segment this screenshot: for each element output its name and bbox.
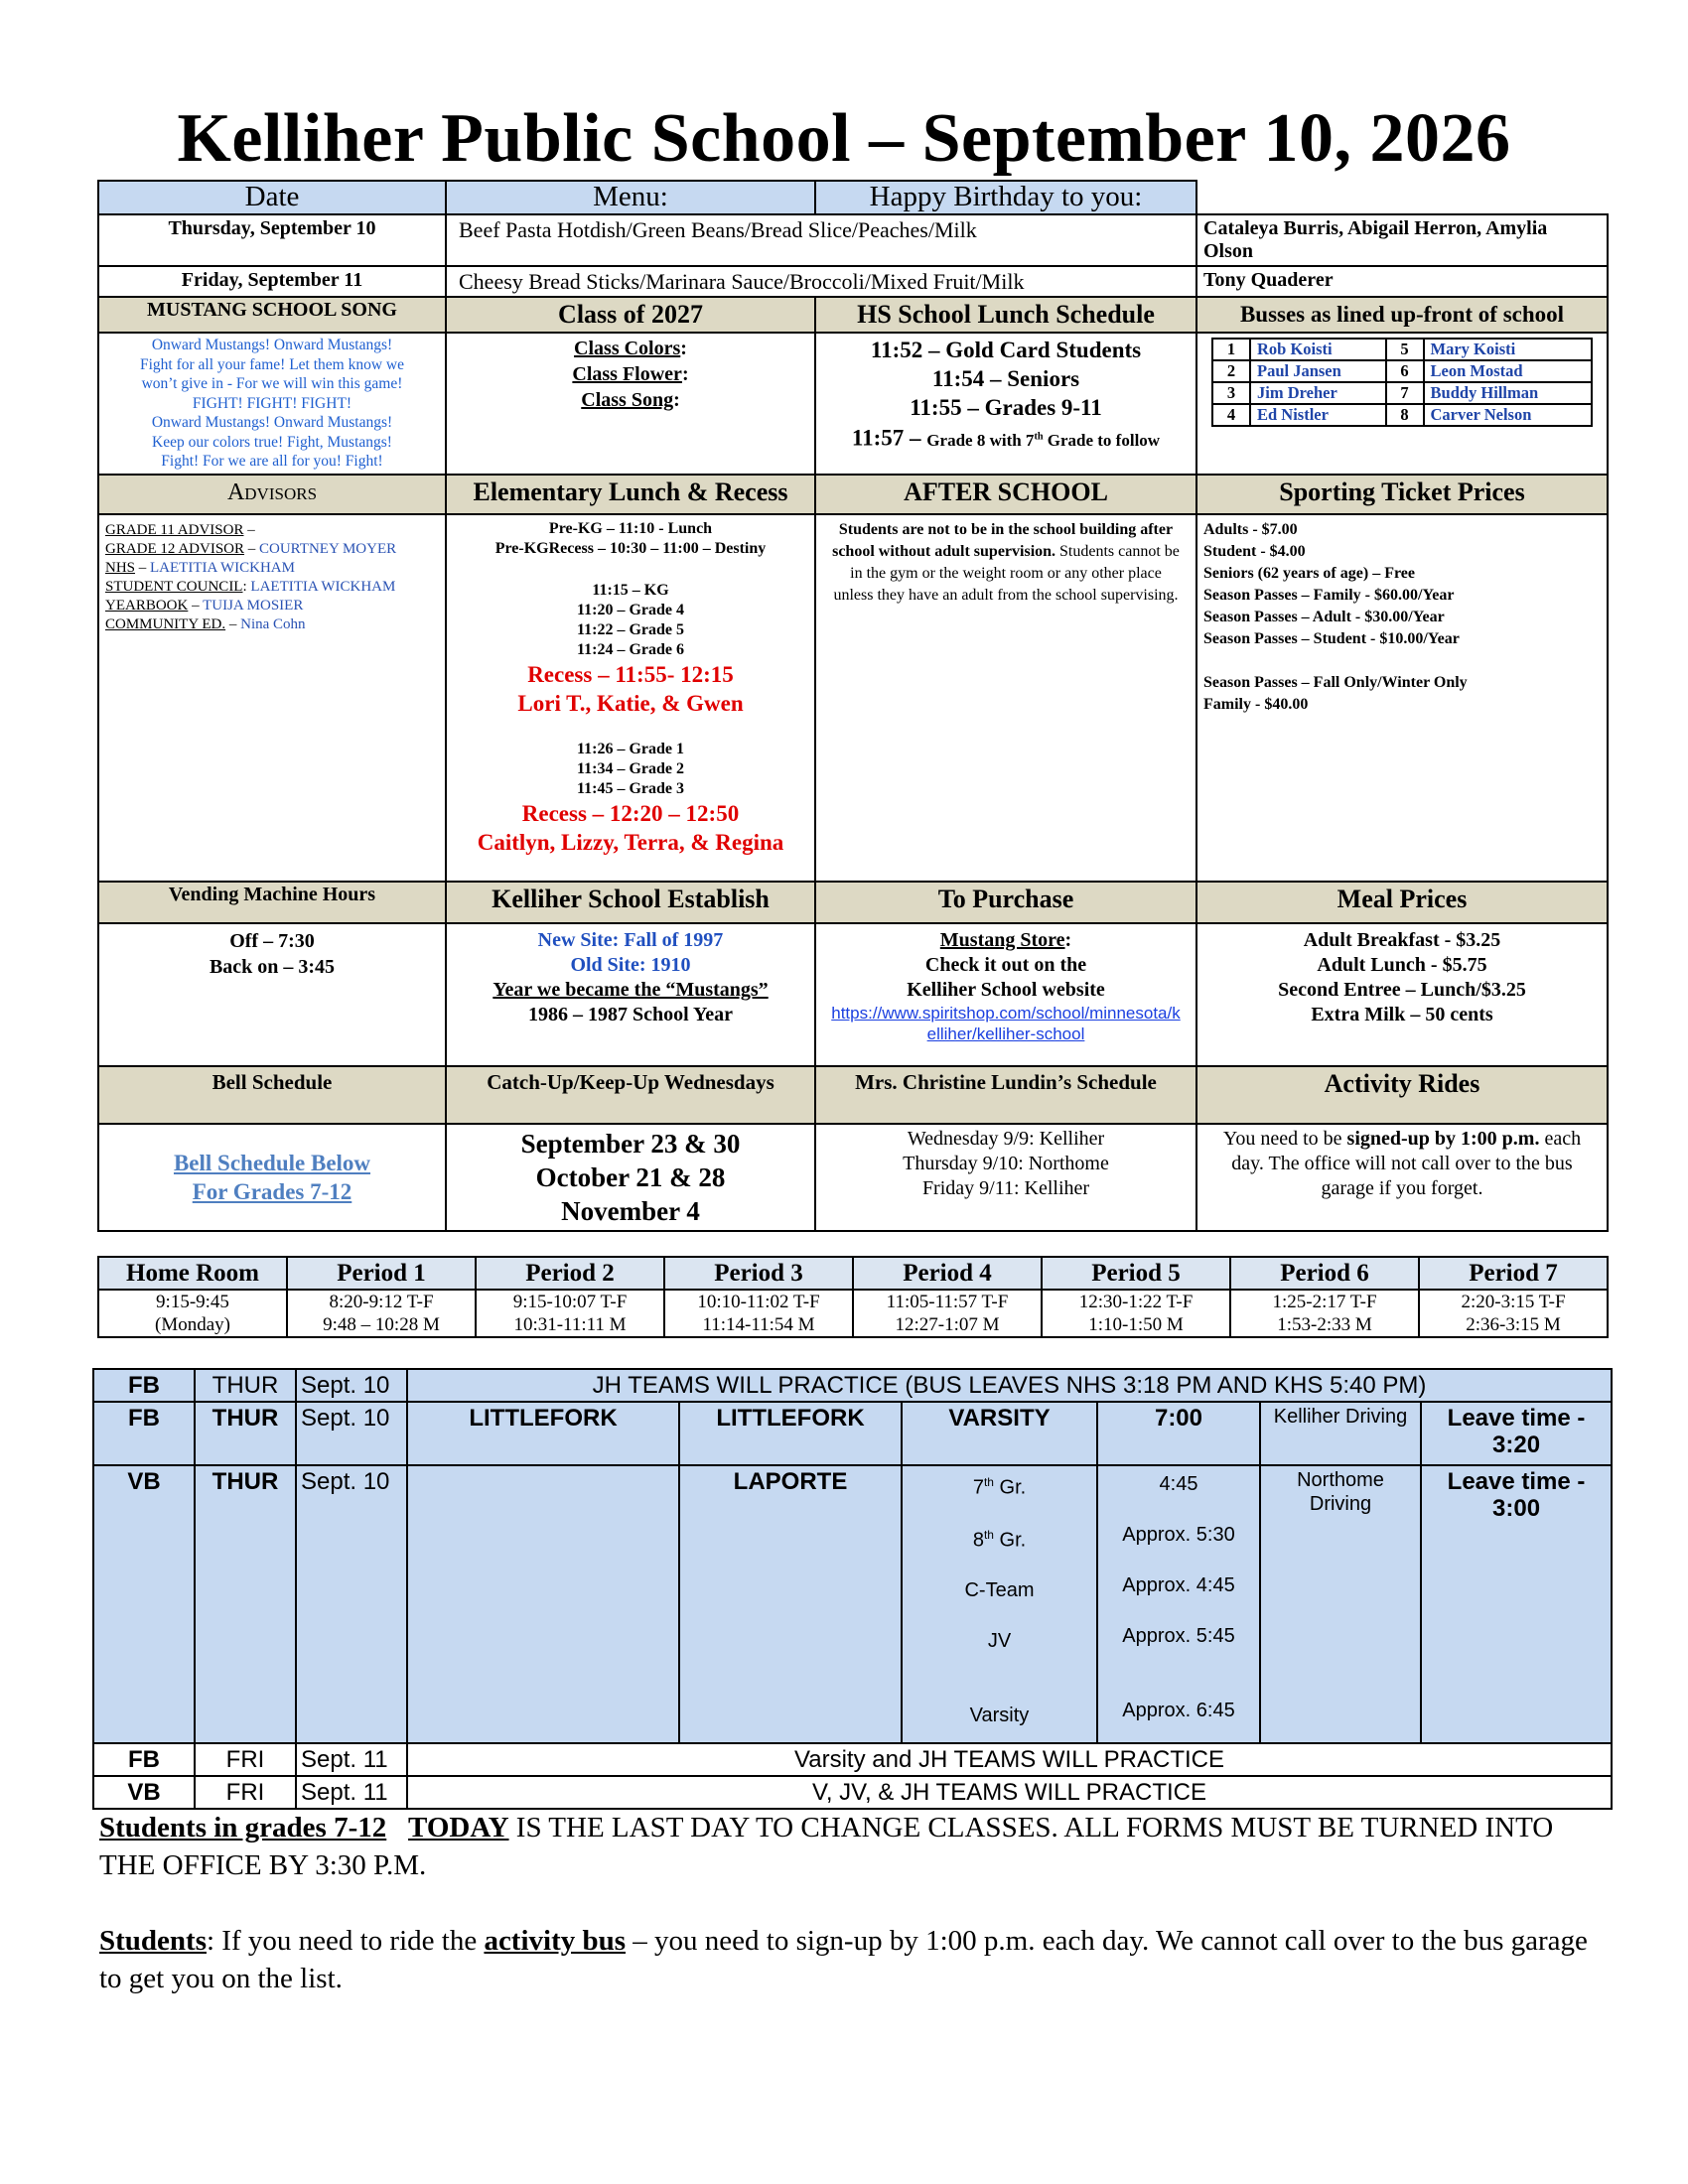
bus-driver: Jim Dreher bbox=[1250, 382, 1386, 404]
period-time: 2:20-3:15 T-F bbox=[1419, 1290, 1608, 1313]
bus-driver: Carver Nelson bbox=[1424, 404, 1592, 426]
elem-line: 11:45 – Grade 3 bbox=[577, 779, 684, 797]
advisor-item bbox=[105, 597, 439, 615]
bell-link[interactable]: Bell Schedule Below bbox=[173, 1150, 371, 1175]
period-times-row bbox=[98, 1290, 1608, 1313]
class-2027-info: Class Colors: Class Flower: Class Song: bbox=[446, 333, 815, 475]
announcement-text: IS THE LAST DAY TO CHANGE CLASSES. ALL FORMS MUST BE TURNED INTO THE OFFICE BY 3:30 P.M. bbox=[99, 1812, 1554, 1881]
bell-link-grades[interactable]: For Grades 7-12 bbox=[192, 1178, 352, 1204]
menu-item-2: Cheesy Bread Sticks/Marinara Sauce/Broccoli/Mixed Fruit/Milk bbox=[446, 266, 1196, 297]
activity-row bbox=[93, 1743, 1612, 1776]
activity-row bbox=[93, 1402, 1612, 1465]
elem-line: 11:26 – Grade 1 bbox=[577, 740, 684, 757]
catchup-date: November 4 bbox=[561, 1195, 700, 1226]
activity-row bbox=[93, 1776, 1612, 1809]
hs-lunch-line: 11:55 – Grades 9-11 bbox=[910, 395, 1102, 420]
period-time-monday: 11:14-11:54 M bbox=[664, 1313, 853, 1337]
song-line: won’t give in - For we will win this game! bbox=[141, 375, 403, 392]
lundin-schedule bbox=[815, 1124, 1196, 1231]
new-site: New Site: Fall of 1997 bbox=[537, 928, 724, 951]
purchase-header: To Purchase bbox=[815, 882, 1196, 923]
bus-number: 6 bbox=[1386, 360, 1424, 382]
advisor-name: LAETITIA WICKHAM bbox=[150, 559, 295, 576]
vending-off: Off – 7:30 bbox=[229, 929, 315, 952]
advisor-label: YEARBOOK bbox=[105, 597, 189, 614]
page-title: Kelliher Public School – September 10, 2026 bbox=[177, 100, 1511, 177]
song-line: Fight for all your fame! Let them know we bbox=[139, 355, 404, 373]
advisor-sep: – bbox=[188, 597, 204, 614]
level-item bbox=[907, 1523, 1092, 1579]
class-flower-label: Class Flower bbox=[572, 363, 682, 385]
vending-hours bbox=[98, 923, 446, 1066]
level-sup: th bbox=[983, 1527, 994, 1542]
activity-location: LITTLEFORK bbox=[679, 1402, 902, 1465]
lundin-line: Thursday 9/10: Northome bbox=[903, 1152, 1109, 1174]
ticket-line: Seniors (62 years of age) – Free bbox=[1203, 564, 1415, 582]
activity-sport: FB bbox=[93, 1743, 195, 1776]
elem-line: Pre-KGRecess – 10:30 – 11:00 – Destiny bbox=[494, 539, 767, 557]
hs-lunch-grade bbox=[926, 431, 1160, 450]
catchup-date: October 21 & 28 bbox=[535, 1161, 726, 1192]
elem-line: Pre-KG – 11:10 - Lunch bbox=[548, 519, 713, 537]
activity-day: THUR bbox=[195, 1465, 296, 1743]
establish-header: Kelliher School Establish bbox=[446, 882, 815, 923]
lundin-line: Friday 9/11: Kelliher bbox=[921, 1176, 1090, 1199]
bus-driver: Leon Mostad bbox=[1424, 360, 1592, 382]
mustang-store-label: Mustang Store bbox=[939, 928, 1065, 951]
period-header-row bbox=[98, 1257, 1608, 1290]
period-time: 10:10-11:02 T-F bbox=[664, 1290, 853, 1313]
period-monday-row bbox=[98, 1313, 1608, 1337]
activity-sport: VB bbox=[93, 1465, 195, 1743]
level-item: Varsity bbox=[969, 1705, 1030, 1727]
level-time: Approx. 5:45 bbox=[1122, 1625, 1235, 1647]
level-item: JV bbox=[987, 1630, 1012, 1653]
birthday-2: Tony Quaderer bbox=[1196, 266, 1608, 297]
activity-date: Sept. 11 bbox=[296, 1743, 407, 1776]
activity-day: FRI bbox=[195, 1743, 296, 1776]
ticket-line: Family - $40.00 bbox=[1203, 695, 1309, 713]
hs-lunch-line: 11:54 – Seniors bbox=[931, 366, 1080, 391]
song-header: MUSTANG SCHOOL SONG bbox=[98, 297, 446, 333]
activity-location: LAPORTE bbox=[679, 1465, 902, 1743]
bus-row bbox=[1212, 339, 1592, 360]
activity-day: THUR bbox=[195, 1402, 296, 1465]
lundin-line: Wednesday 9/9: Kelliher bbox=[907, 1127, 1105, 1150]
level-time: 4:45 bbox=[1159, 1473, 1198, 1495]
activity-note: Varsity and JH TEAMS WILL PRACTICE bbox=[407, 1743, 1612, 1776]
advisor-label: GRADE 11 ADVISOR bbox=[105, 521, 244, 538]
advisors-header: Advisors bbox=[98, 475, 446, 514]
bell-header: Bell Schedule bbox=[98, 1066, 446, 1124]
song-line: Fight! For we are all for you! Fight! bbox=[161, 453, 383, 470]
activity-date: Sept. 10 bbox=[296, 1402, 407, 1465]
advisor-item bbox=[105, 615, 439, 634]
bus-driver: Paul Jansen bbox=[1250, 360, 1386, 382]
activity-date: Sept. 11 bbox=[296, 1776, 407, 1809]
period-header: Home Room bbox=[98, 1257, 287, 1290]
meal-prices-header: Meal Prices bbox=[1196, 882, 1608, 923]
hs-lunch-grade-b: Grade to follow bbox=[1043, 430, 1161, 450]
period-time-monday: 1:53-2:33 M bbox=[1230, 1313, 1419, 1337]
advisor-label: GRADE 12 ADVISOR bbox=[105, 540, 245, 557]
bus-number: 7 bbox=[1386, 382, 1424, 404]
bus-driver: Mary Koisti bbox=[1424, 339, 1592, 360]
period-time-monday: 1:10-1:50 M bbox=[1042, 1313, 1230, 1337]
ticket-prices bbox=[1196, 514, 1608, 882]
activity-opponent: LITTLEFORK bbox=[407, 1402, 679, 1465]
birthday-1: Cataleya Burris, Abigail Herron, Amylia Olson bbox=[1196, 214, 1608, 266]
bus-number: 1 bbox=[1212, 339, 1250, 360]
advisor-label: COMMUNITY ED. bbox=[105, 615, 226, 632]
purchase-info: Mustang Store: Check it out on the Kelliher School website https://www.spiritshop.com/school/minnesota/kelliher/kelliher-school bbox=[815, 923, 1196, 1066]
meal-line: Extra Milk – 50 cents bbox=[1311, 1003, 1493, 1025]
old-site: Old Site: 1910 bbox=[570, 953, 691, 976]
after-school-text bbox=[815, 514, 1196, 882]
mustangs-year-label: Year we became the “Mustangs” bbox=[492, 978, 769, 1001]
bus-driver: Buddy Hillman bbox=[1424, 382, 1592, 404]
advisor-sep: – bbox=[225, 615, 241, 632]
announcement-today: TODAY bbox=[408, 1812, 509, 1843]
after-school-bold: Students are not to be in the school building after school without adult supervision. bbox=[832, 520, 1174, 560]
class-colors-label: Class Colors bbox=[574, 338, 681, 359]
period-header: Period 6 bbox=[1230, 1257, 1419, 1290]
advisor-item bbox=[105, 559, 439, 578]
elem-line: 11:15 – KG bbox=[592, 581, 669, 599]
announcement-text: : If you need to ride the bbox=[207, 1925, 485, 1957]
activities-table bbox=[92, 1368, 1613, 1810]
activity-date: Sept. 10 bbox=[296, 1369, 407, 1402]
rides-text-c: each day. The office will not call over to the bus garage if you forget. bbox=[1231, 1127, 1582, 1199]
ticket-line: Season Passes – Adult - $30.00/Year bbox=[1203, 608, 1445, 625]
advisor-label: NHS bbox=[105, 559, 136, 576]
period-header: Period 1 bbox=[287, 1257, 476, 1290]
bus-row bbox=[1212, 404, 1592, 426]
advisor-label: STUDENT COUNCIL bbox=[105, 578, 243, 595]
period-header: Period 3 bbox=[664, 1257, 853, 1290]
activity-sport: FB bbox=[93, 1402, 195, 1465]
activity-row bbox=[93, 1465, 1612, 1743]
catchup-date: September 23 & 30 bbox=[520, 1128, 741, 1159]
advisor-item bbox=[105, 540, 439, 559]
bus-number: 3 bbox=[1212, 382, 1250, 404]
after-school-rest: Students cannot be in the gym or the weight room or any other place unless they have an adult from the school supervising. bbox=[833, 542, 1180, 604]
elem-line: 11:22 – Grade 5 bbox=[577, 620, 684, 638]
advisor-sep: : bbox=[242, 578, 251, 595]
elementary-header: Elementary Lunch & Recess bbox=[446, 475, 815, 514]
ticket-line: Student - $4.00 bbox=[1203, 542, 1306, 560]
hs-lunch-sup: th bbox=[1034, 431, 1044, 442]
bus-number: 8 bbox=[1386, 404, 1424, 426]
recess-time: Recess – 12:20 – 12:50 bbox=[521, 800, 740, 826]
hs-lunch-line bbox=[822, 422, 1190, 455]
level-time: Approx. 5:30 bbox=[1122, 1524, 1235, 1546]
elem-line: 11:34 – Grade 2 bbox=[577, 759, 684, 777]
activity-day: THUR bbox=[195, 1369, 296, 1402]
catchup-header: Catch-Up/Keep-Up Wednesdays bbox=[446, 1066, 815, 1124]
advisors-list bbox=[98, 514, 446, 882]
period-header: Period 7 bbox=[1419, 1257, 1608, 1290]
activity-row bbox=[93, 1369, 1612, 1402]
period-time-monday: 9:48 – 10:28 M bbox=[287, 1313, 476, 1337]
bus-driver: Ed Nistler bbox=[1250, 404, 1386, 426]
class-2027-header: Class of 2027 bbox=[446, 297, 815, 333]
bus-number: 4 bbox=[1212, 404, 1250, 426]
activity-rides-text bbox=[1196, 1124, 1608, 1231]
bus-row bbox=[1212, 382, 1592, 404]
level-grade: 8 bbox=[972, 1529, 984, 1552]
period-time: 12:30-1:22 T-F bbox=[1042, 1290, 1230, 1313]
date-header: Date bbox=[98, 181, 446, 214]
activity-time: 7:00 bbox=[1097, 1402, 1260, 1465]
ticket-prices-header: Sporting Ticket Prices bbox=[1196, 475, 1608, 514]
activity-note: V, JV, & JH TEAMS WILL PRACTICE bbox=[407, 1776, 1612, 1809]
activity-leave-time: Leave time - 3:20 bbox=[1421, 1402, 1612, 1465]
busses-header: Busses as lined up-front of school bbox=[1196, 297, 1608, 333]
level-grade: 7 bbox=[972, 1476, 984, 1499]
birthday-header: Happy Birthday to you: bbox=[815, 181, 1196, 214]
bus-number: 5 bbox=[1386, 339, 1424, 360]
activity-opponent-empty bbox=[407, 1465, 679, 1743]
establish-info bbox=[446, 923, 815, 1066]
purchase-line: Kelliher School website bbox=[907, 978, 1105, 1001]
rides-deadline: signed-up by 1:00 p.m. bbox=[1346, 1127, 1540, 1150]
ticket-line: Season Passes – Student - $10.00/Year bbox=[1203, 629, 1460, 647]
period-header: Period 4 bbox=[853, 1257, 1042, 1290]
bus-row bbox=[1212, 360, 1592, 382]
period-time: 9:15-9:45 bbox=[98, 1290, 287, 1313]
song-line: FIGHT! FIGHT! FIGHT! bbox=[192, 394, 352, 412]
activity-rides-header: Activity Rides bbox=[1196, 1066, 1608, 1124]
recess-supervisors: Caitlyn, Lizzy, Terra, & Regina bbox=[477, 829, 784, 855]
vending-on: Back on – 3:45 bbox=[209, 955, 336, 978]
rides-text-a: You need to be bbox=[1222, 1127, 1347, 1150]
song-line: Onward Mustangs! Onward Mustangs! bbox=[151, 414, 393, 431]
activity-levels bbox=[902, 1465, 1097, 1743]
vending-header: Vending Machine Hours bbox=[98, 882, 446, 923]
bus-number: 2 bbox=[1212, 360, 1250, 382]
activity-driver: Kelliher Driving bbox=[1260, 1402, 1421, 1465]
announcement-activity-bus bbox=[99, 1922, 1609, 1997]
spiritshop-link[interactable]: https://www.spiritshop.com/school/minnesota/kelliher/kelliher-school bbox=[831, 1003, 1181, 1043]
school-song bbox=[98, 333, 446, 475]
info-grid bbox=[97, 180, 1609, 1232]
elem-line: 11:20 – Grade 4 bbox=[577, 601, 684, 618]
activity-sport: VB bbox=[93, 1776, 195, 1809]
announcement-classes bbox=[99, 1809, 1609, 1884]
hs-lunch-schedule bbox=[815, 333, 1196, 475]
activity-sport: FB bbox=[93, 1369, 195, 1402]
menu-item-1: Beef Pasta Hotdish/Green Beans/Bread Slice/Peaches/Milk bbox=[446, 214, 1196, 266]
level-item: C-Team bbox=[964, 1579, 1035, 1602]
advisor-name: TUIJA MOSIER bbox=[203, 597, 304, 614]
menu-header: Menu: bbox=[446, 181, 815, 214]
announcements bbox=[99, 1809, 1609, 2035]
bus-driver: Rob Koisti bbox=[1250, 339, 1386, 360]
elementary-schedule bbox=[446, 514, 815, 882]
activity-day: FRI bbox=[195, 1776, 296, 1809]
advisor-name: Nina Cohn bbox=[240, 615, 306, 632]
advisor-item bbox=[105, 578, 439, 597]
catchup-dates bbox=[446, 1124, 815, 1231]
period-time-monday: 2:36-3:15 M bbox=[1419, 1313, 1608, 1337]
menu-date-1: Thursday, September 10 bbox=[98, 214, 446, 266]
class-song-label: Class Song bbox=[581, 389, 674, 411]
bell-schedule-table bbox=[97, 1256, 1609, 1338]
advisor-sep: – bbox=[135, 559, 151, 576]
hs-lunch-header: HS School Lunch Schedule bbox=[815, 297, 1196, 333]
announcement-audience: Students bbox=[99, 1925, 207, 1957]
activity-date: Sept. 10 bbox=[296, 1465, 407, 1743]
lundin-header: Mrs. Christine Lundin’s Schedule bbox=[815, 1066, 1196, 1124]
level-item bbox=[907, 1466, 1092, 1523]
period-time-monday: 10:31-11:11 M bbox=[476, 1313, 664, 1337]
advisor-name: COURTNEY MOYER bbox=[259, 540, 397, 557]
activity-level: VARSITY bbox=[902, 1402, 1097, 1465]
meal-line: Adult Breakfast - $3.25 bbox=[1303, 928, 1501, 951]
elem-line: 11:24 – Grade 6 bbox=[577, 640, 684, 658]
mustangs-year: 1986 – 1987 School Year bbox=[528, 1003, 733, 1025]
level-sup: th bbox=[983, 1475, 994, 1489]
meal-prices bbox=[1196, 923, 1608, 1066]
period-time-monday: 12:27-1:07 M bbox=[853, 1313, 1042, 1337]
period-time-monday: (Monday) bbox=[98, 1313, 287, 1337]
activity-bus-label: activity bus bbox=[484, 1925, 627, 1957]
bell-info bbox=[98, 1124, 446, 1231]
bus-table bbox=[1211, 338, 1593, 427]
level-suffix: Gr. bbox=[993, 1529, 1027, 1552]
menu-date-2: Friday, September 11 bbox=[98, 266, 446, 297]
level-time: Approx. 6:45 bbox=[1122, 1700, 1235, 1721]
level-time: Approx. 4:45 bbox=[1122, 1574, 1235, 1596]
meal-line: Adult Lunch - $5.75 bbox=[1317, 953, 1487, 976]
meal-line: Second Entree – Lunch/$3.25 bbox=[1278, 978, 1526, 1001]
advisor-sep: – bbox=[243, 521, 255, 538]
purchase-line: Check it out on the bbox=[924, 953, 1087, 976]
period-time: 8:20-9:12 T-F bbox=[287, 1290, 476, 1313]
period-header: Period 5 bbox=[1042, 1257, 1230, 1290]
song-line: Keep our colors true! Fight, Mustangs! bbox=[152, 433, 392, 451]
ticket-line: Season Passes – Family - $60.00/Year bbox=[1203, 586, 1455, 604]
activity-note: JH TEAMS WILL PRACTICE (BUS LEAVES NHS 3:18 PM AND KHS 5:40 PM) bbox=[407, 1369, 1612, 1402]
song-line: Onward Mustangs! Onward Mustangs! bbox=[151, 337, 393, 353]
activity-driver: Northome Driving bbox=[1260, 1465, 1421, 1743]
advisor-item bbox=[105, 521, 439, 540]
hs-lunch-grade-a: Grade 8 with 7 bbox=[926, 430, 1035, 450]
hs-lunch-line: 11:52 – Gold Card Students bbox=[870, 338, 1142, 362]
period-header: Period 2 bbox=[476, 1257, 664, 1290]
announcement-audience: Students in grades 7-12 bbox=[99, 1812, 387, 1843]
period-time: 1:25-2:17 T-F bbox=[1230, 1290, 1419, 1313]
period-time: 9:15-10:07 T-F bbox=[476, 1290, 664, 1313]
ticket-line: Adults - $7.00 bbox=[1203, 520, 1298, 538]
hs-lunch-time: 11:57 – bbox=[851, 425, 927, 451]
busses-list bbox=[1196, 333, 1608, 475]
announcement-text: – you need to sign-up by 1:00 p.m. each day. We cannot call over to the bus garage to get you on the list. bbox=[99, 1925, 1588, 1994]
level-suffix: Gr. bbox=[993, 1476, 1027, 1499]
ticket-line: Season Passes – Fall Only/Winter Only bbox=[1203, 673, 1468, 691]
advisor-sep: – bbox=[244, 540, 260, 557]
activity-times bbox=[1097, 1465, 1260, 1743]
recess-supervisors: Lori T., Katie, & Gwen bbox=[517, 690, 744, 716]
activity-leave-time: Leave time - 3:00 bbox=[1421, 1465, 1612, 1743]
after-school-header: AFTER SCHOOL bbox=[815, 475, 1196, 514]
recess-time: Recess – 11:55- 12:15 bbox=[527, 661, 734, 687]
period-time: 11:05-11:57 T-F bbox=[853, 1290, 1042, 1313]
advisor-name: LAETITIA WICKHAM bbox=[250, 578, 396, 595]
